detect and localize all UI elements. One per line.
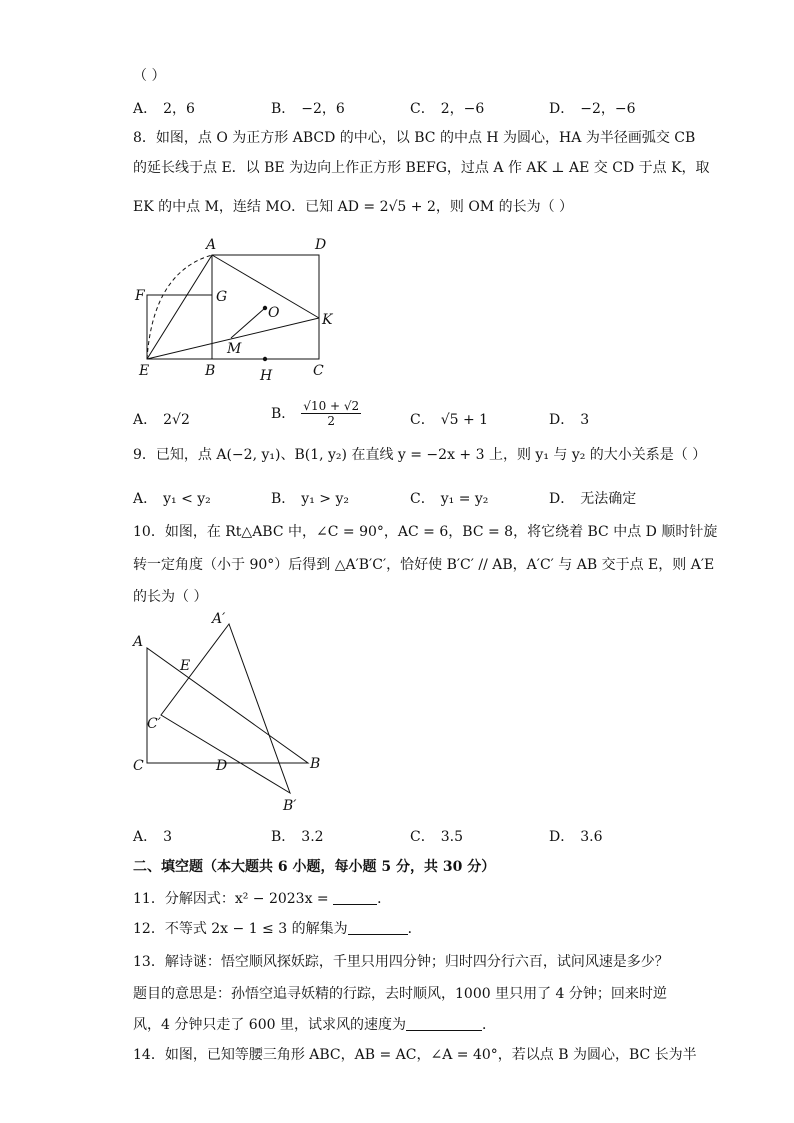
q9-option-a[interactable]: A． y₁ < y₂ [133, 491, 211, 507]
label-b: B [205, 363, 216, 379]
label-c: C [133, 758, 144, 774]
q10-option-d[interactable]: D． 3.6 [549, 829, 603, 845]
q7-paren: （ ） [133, 68, 166, 84]
label-f: F [135, 288, 145, 304]
q9-options [133, 488, 693, 508]
q12-period: ． [407, 921, 422, 937]
q8-option-a[interactable]: A． 2√2 [133, 412, 190, 428]
q11-text: 11．分解因式：x² − 2023x = [133, 891, 329, 907]
q10-stem-line1: 10．如图，在 Rt△ABC 中，∠C = 90°，AC = 6，BC = 8，将它绕着 BC 中点 D 顺时针旋 [133, 524, 718, 540]
q8-stem-line3: EK 的中点 M，连结 MO．已知 AD = 2√5 + 2，则 OM 的长为（ ） [133, 199, 574, 215]
label-e: E [139, 363, 150, 379]
label-e: E [180, 658, 191, 674]
triangle-abc [147, 648, 308, 763]
q13-line3 [133, 1015, 496, 1035]
square-befg [147, 295, 212, 359]
q12-text: 12．不等式 2x − 1 ≤ 3 的解集为 [133, 921, 348, 937]
q12 [133, 919, 422, 939]
q10-options [133, 826, 693, 846]
q7-option-c[interactable]: C． 2，−6 [410, 101, 485, 117]
q14-line1: 14．如图，已知等腰三角形 ABC，AB = AC，∠A = 40°，若以点 B 为圆心，BC 长为半 [133, 1047, 697, 1063]
q7-option-b[interactable]: B． −2，6 [271, 101, 345, 117]
segment-mo [231, 308, 265, 338]
q7-option-a[interactable]: A． 2，6 [133, 101, 195, 117]
q8-stem-line1: 8．如图，点 O 为正方形 ABCD 的中心，以 BC 的中点 H 为圆心，HA 为半径画弧交 CB [133, 130, 696, 146]
label-c-prime: C′ [147, 716, 161, 732]
q9-stem: 9．已知，点 A(−2, y₁)、B(1, y₂) 在直线 y = −2x + 3 上，则 y₁ 与 y₂ 的大小关系是（ ） [133, 447, 707, 463]
label-a: A [206, 237, 217, 253]
label-o: O [268, 305, 280, 321]
point-h [263, 357, 267, 361]
q8-figure [125, 232, 355, 387]
q8-option-b[interactable]: B． $\frac{√10 + √2}{2}$ [271, 399, 360, 428]
label-a-prime: A′ [212, 611, 226, 627]
point-o [263, 306, 267, 310]
q11 [133, 889, 391, 909]
label-a: A [133, 634, 144, 650]
q13-line1: 13．解诗谜：悟空顺风探妖踪，千里只用四分钟；归时四分行六百，试问风速是多少？ [133, 954, 669, 970]
q7-options [133, 98, 693, 118]
q12-answer-blank[interactable] [348, 920, 408, 935]
q7-option-d[interactable]: D． −2，−6 [549, 101, 636, 117]
section-title-fill-in: 二、填空题（本大题共 6 小题，每小题 5 分，共 30 分） [133, 859, 496, 875]
label-h: H [260, 368, 273, 384]
label-b: B [310, 756, 321, 772]
label-b-prime: B′ [283, 798, 297, 814]
q10-option-c[interactable]: C． 3.5 [410, 829, 463, 845]
q13-answer-blank[interactable] [406, 1016, 482, 1031]
q13-line2: 题目的意思是：孙悟空追寻妖精的行踪，去时顺风，1000 里只用了 4 分钟；回来时逆 [133, 986, 667, 1002]
q9-option-b[interactable]: B． y₁ > y₂ [271, 491, 349, 507]
q11-answer-blank[interactable] [333, 890, 377, 905]
q8-option-c[interactable]: C． √5 + 1 [410, 412, 489, 428]
q8-stem-line2: 的延长线于点 E．以 BE 为边向上作正方形 BEFG，过点 A 作 AK ⊥ AE 交 CD 于点 K，取 [133, 160, 710, 176]
q8-options [133, 399, 693, 433]
q10-stem-line2: 转一定角度（小于 90°）后得到 △A′B′C′，恰好使 B′C′ // AB，A′C′ 与 AB 交于点 E，则 A′E [133, 557, 715, 573]
q8-option-d[interactable]: D． 3 [549, 412, 590, 428]
label-d: D [216, 758, 228, 774]
q9-option-d[interactable]: D． 无法确定 [549, 491, 637, 507]
q10-figure [125, 608, 335, 818]
segment-ae [147, 255, 212, 359]
q9-option-c[interactable]: C． y₁ = y₂ [410, 491, 489, 507]
label-g: G [216, 289, 228, 305]
label-c: C [313, 363, 324, 379]
label-d: D [315, 237, 327, 253]
q13-period: ． [481, 1017, 496, 1033]
q10-option-b[interactable]: B． 3.2 [271, 829, 324, 845]
q11-period: ． [377, 891, 392, 907]
label-k: K [322, 312, 333, 328]
q13-line3-text: 风，4 分钟只走了 600 里，试求风的速度为 [133, 1017, 406, 1033]
q10-stem-line3: 的长为（ ） [133, 589, 208, 605]
q10-option-a[interactable]: A． 3 [133, 829, 173, 845]
label-m: M [227, 341, 242, 357]
